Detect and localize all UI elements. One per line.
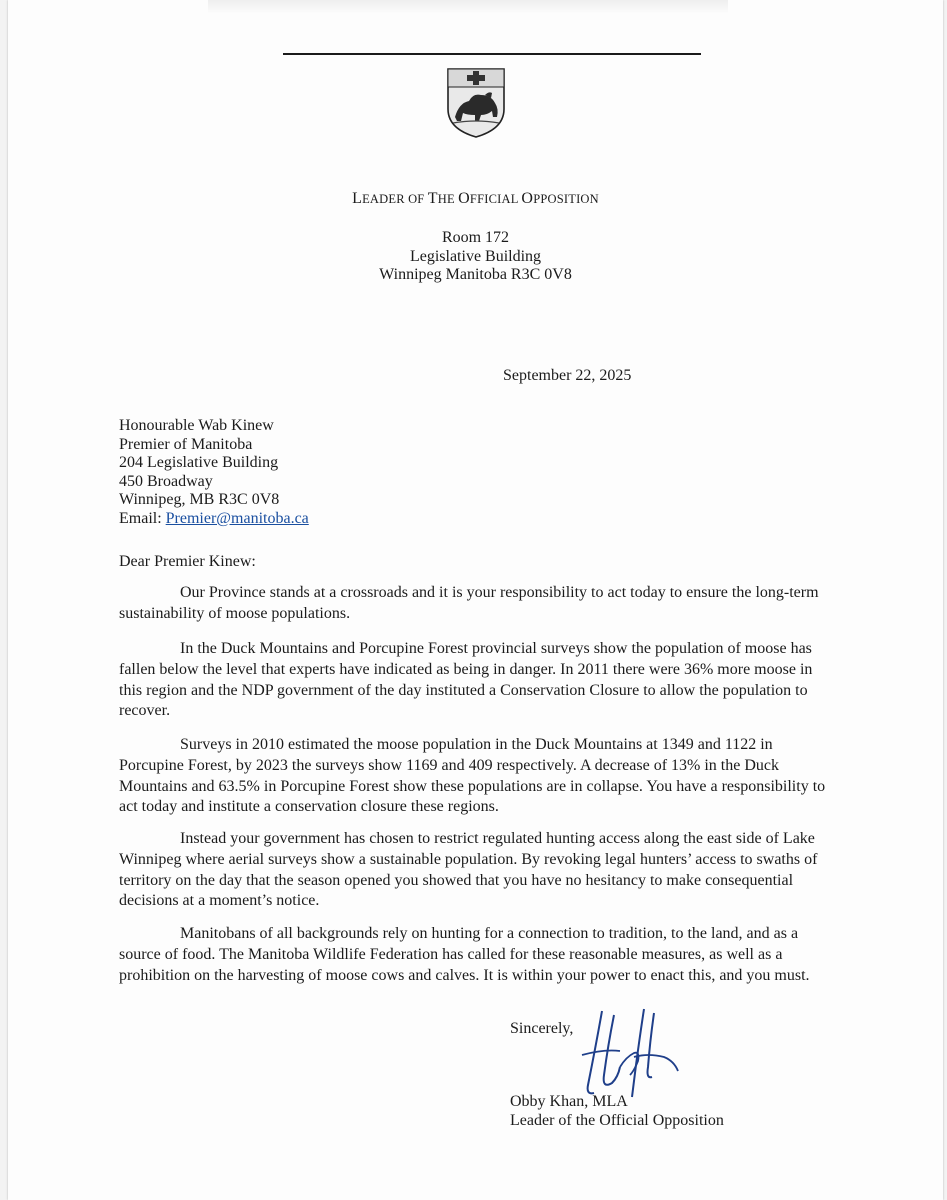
office-city: Winnipeg Manitoba R3C 0V8 — [379, 266, 572, 283]
office-room: Room 172 — [441, 229, 510, 246]
recipient-email-line — [119, 510, 309, 529]
recipient-title: Premier of Manitoba — [119, 435, 253, 453]
recipient-name: Honourable Wab Kinew — [119, 417, 274, 434]
body-paragraph-3: Surveys in 2010 estimated the moose population in the Duck Mountains at 1349 and 1122 in Porcupine Forest, by 2023 the surveys show 1169 and 409 respectively. A decrease of 13% in the Duck Mountains and 63.5% in Porcupine Forest show these populations are in collapse. You have a responsibility to act today and institute a conservation closure these regions. — [119, 736, 826, 816]
scan-shadow — [208, 0, 728, 14]
signer-name: Obby Khan, MLA — [510, 1093, 628, 1110]
letter-page — [8, 0, 943, 1200]
body-paragraph-1: Our Province stands at a crossroads and it is your responsibility to act today to ensure the long-term sustainability of moose populations. — [119, 584, 819, 622]
office-title: LEADER OF THE OFFICIAL OPPOSITION — [352, 190, 599, 207]
email-label: Email: — [119, 509, 166, 527]
email-link[interactable]: Premier@manitoba.ca — [165, 509, 309, 527]
handwritten-signature — [574, 1005, 684, 1101]
recipient-city: Winnipeg, MB R3C 0V8 — [119, 491, 280, 508]
body-paragraph-4: Instead your government has chosen to restrict regulated hunting access along the east side of Lake Winnipeg where aerial surveys show a sustainable population. By revoking legal hunters’ access to swaths of territory on the day that the season opened you showed that you have no hesitancy to make consequential decisions at a moment’s notice. — [119, 830, 818, 910]
recipient-block — [119, 417, 309, 528]
body-paragraph-2: In the Duck Mountains and Porcupine Forest provincial surveys show the population of moose has fallen below the level that experts have indicated as being in danger. In 2011 there were 36% more moose in this region and the NDP government of the day instituted a Conservation Closure to allow the population to recover. — [119, 640, 813, 720]
recipient-street: 450 Broadway — [119, 472, 213, 490]
recipient-office: 204 Legislative Building — [119, 454, 279, 471]
office-building: Legislative Building — [409, 247, 542, 265]
letter-date: September 22, 2025 — [503, 367, 632, 384]
closing: Sincerely, — [510, 1020, 574, 1037]
body-paragraph-5: Manitobans of all backgrounds rely on hunting for a connection to tradition, to the land, and as a source of food. The Manitoba Wildlife Federation has called for these reasonable measures, as well as a prohibition on the harvesting of moose cows and calves. It is within your power to enact this, and you must. — [119, 925, 810, 984]
signer-title: Leader of the Official Opposition — [510, 1112, 724, 1129]
office-address — [8, 229, 943, 285]
manitoba-coat-of-arms-icon — [445, 65, 507, 139]
salutation: Dear Premier Kinew: — [119, 553, 256, 570]
letterhead-rule — [283, 53, 701, 55]
